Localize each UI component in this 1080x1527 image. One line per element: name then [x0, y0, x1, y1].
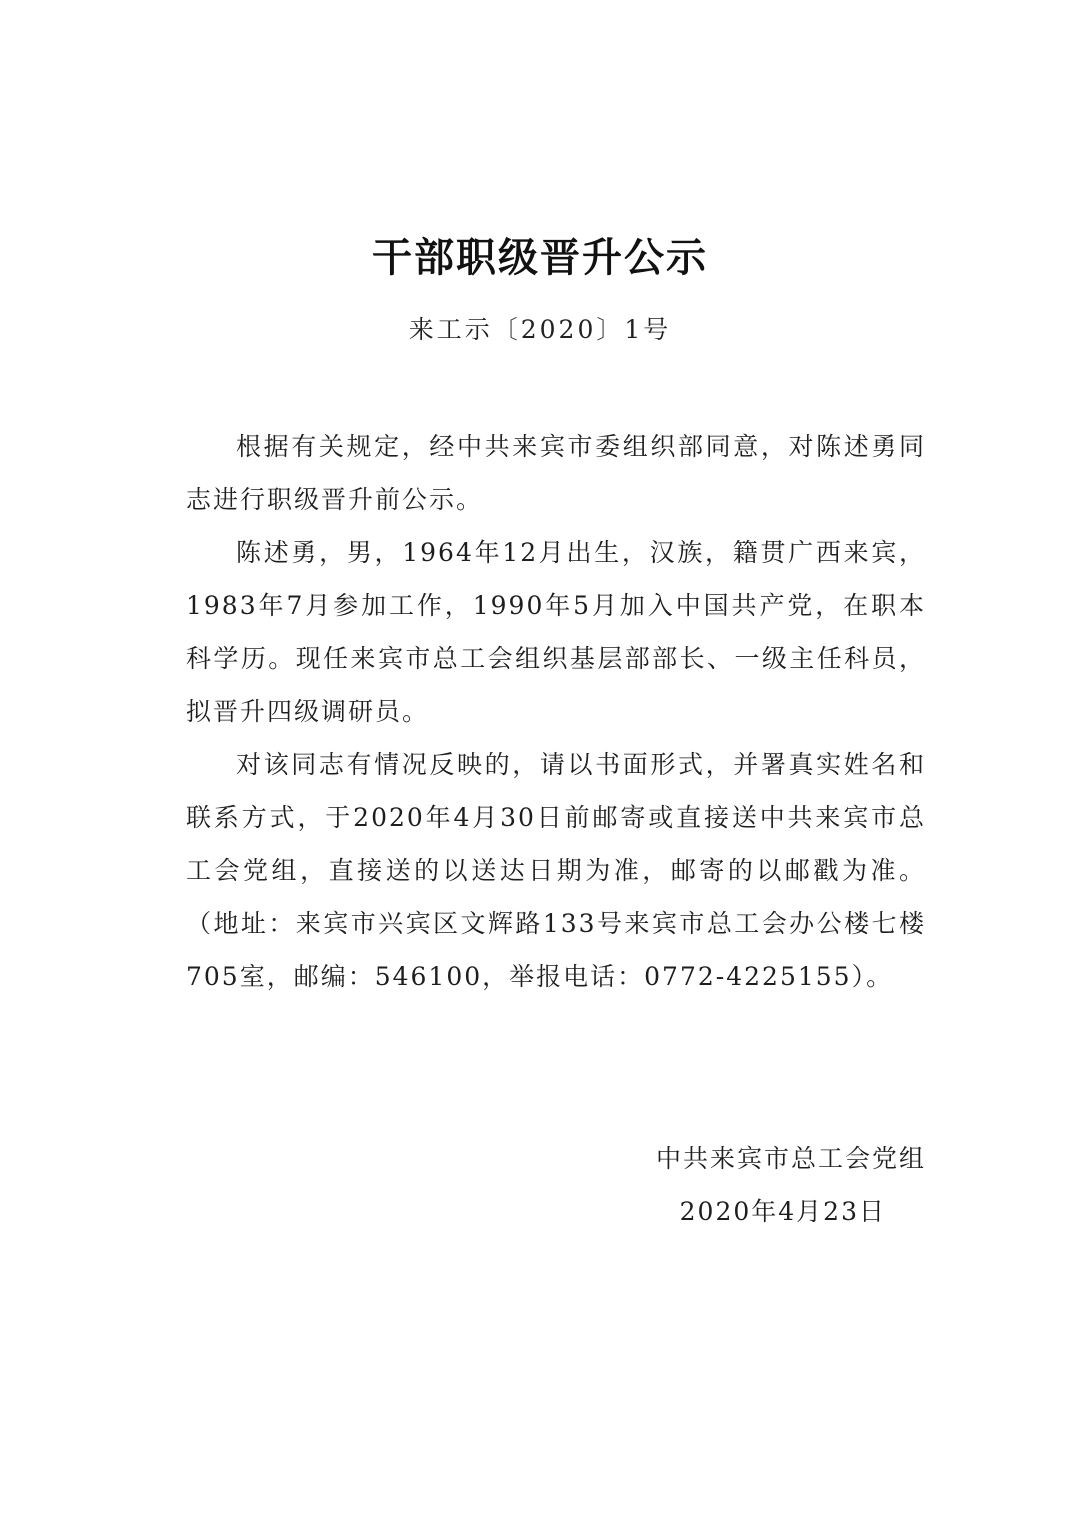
paragraph-intro: 根据有关规定，经中共来宾市委组织部同意，对陈述勇同志进行职级晋升前公示。 [186, 432, 926, 514]
paragraph-feedback: 对该同志有情况反映的，请以书面形式，并署真实姓名和联系方式，于2020年4月30日前邮寄或直接送中共来宾市总工会党组，直接送的以送达日期为准，邮寄的以邮戳为准。（地址：来宾市兴宾区文辉路133号来宾市总工会办公楼七楼705室，邮编：546100，举报电话：0772-4225155）。 [186, 750, 926, 991]
document-number: 来工示〔2020〕1号 [408, 315, 672, 344]
signature-date: 2020年4月23日 [679, 1197, 886, 1226]
signature-organization: 中共来宾市总工会党组 [655, 1144, 926, 1173]
paragraph-profile: 陈述勇，男，1964年12月出生，汉族，籍贯广西来宾，1983年7月参加工作，1990年5月加入中国共产党，在职本科学历。现任来宾市总工会组织基层部部长、一级主任科员，拟晋升四级调研员。 [186, 538, 926, 726]
signature-block [560, 1132, 926, 1238]
document-body [186, 420, 926, 1003]
document-title: 干部职级晋升公示 [372, 235, 708, 281]
